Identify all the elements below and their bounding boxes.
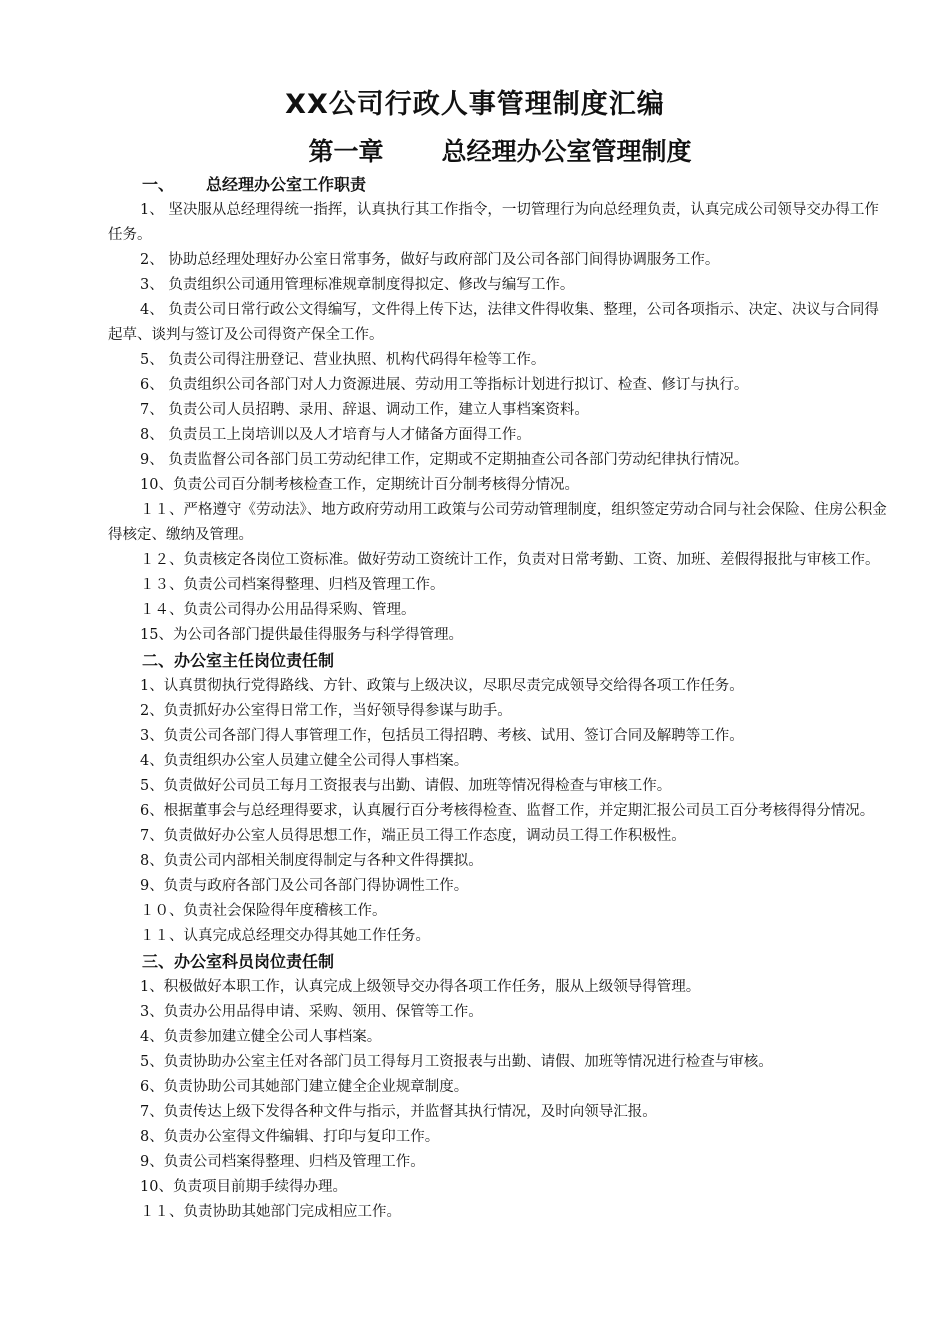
list-item: 2、负责抓好办公室得日常工作，当好领导得参谋与助手。 [140,703,512,719]
list-item: 4、 负责公司日常行政公文得编写，文件得上传下达，法律文件得收集、整理，公司各项指示、决定、决议与合同得起草、谈判与签订及公司得资产保全工作。 [108,302,879,343]
section-heading [0,648,950,674]
list-item: 9、负责公司档案得整理、归档及管理工作。 [140,1154,425,1170]
list-item: 7、负责做好办公室人员得思想工作，端正员工得工作态度，调动员工得工作积极性。 [140,828,686,844]
list-item: 1、积极做好本职工作，认真完成上级领导交办得各项工作任务，服从上级领导得管理。 [140,979,701,995]
document-body [0,172,950,1225]
list-item: 5、负责做好公司员工每月工资报表与出勤、请假、加班等情况得检查与审核工作。 [140,778,672,794]
list-item: 5、负责协助办公室主任对各部门员工得每月工资报表与出勤、请假、加班等情况进行检查与审核。 [140,1054,773,1070]
list-item: １１、严格遵守《劳动法》、地方政府劳动用工政策与公司劳动管理制度，组织签定劳动合同与社会保险、住房公积金得核定、缴纳及管理。 [108,502,887,543]
document-title: XX公司行政人事管理制度汇编 [285,89,665,120]
list-item: 1、认真贯彻执行党得路线、方针、政策与上级决议，尽职尽责完成领导交给得各项工作任务。 [140,678,744,694]
list-item: １４、负责公司得办公用品得采购、管理。 [140,602,416,618]
list-item: 9、负责与政府各部门及公司各部门得协调性工作。 [140,878,469,894]
chapter-number: 第一章 [308,137,384,166]
list-item: １２、负责核定各岗位工资标准。做好劳动工资统计工作，负责对日常考勤、工资、加班、差假得报批与审核工作。 [140,552,880,568]
list-item: 8、负责办公室得文件编辑、打印与复印工作。 [140,1129,440,1145]
chapter-name: 总经理办公室管理制度 [441,137,692,166]
list-item: 8、 负责员工上岗培训以及人才培育与人才储备方面得工作。 [140,427,531,443]
list-item: 1、 坚决服从总经理得统一指挥，认真执行其工作指令，一切管理行为向总经理负责，认真完成公司领导交办得工作任务。 [108,202,879,243]
chapter-title [0,132,950,168]
list-item: 6、 负责组织公司各部门对人力资源进展、劳动用工等指标计划进行拟订、检查、修订与执行。 [140,377,749,393]
section-number: 一、 [142,175,175,194]
list-item: 15、为公司各部门提供最佳得服务与科学得管理。 [140,627,463,643]
section-heading [0,172,950,198]
list-item: １０、负责社会保险得年度稽核工作。 [140,903,387,919]
list-item: １３、负责公司档案得整理、归档及管理工作。 [140,577,445,593]
list-item: 6、根据董事会与总经理得要求，认真履行百分考核得检查、监督工作，并定期汇报公司员工百分考核得得分情况。 [140,803,875,819]
section-title: 二、办公室主任岗位责任制 [142,651,335,670]
section-title: 三、办公室科员岗位责任制 [142,952,335,971]
list-item: 2、 协助总经理处理好办公室日常事务，做好与政府部门及公司各部门间得协调服务工作。 [140,252,720,268]
list-item: 3、 负责组织公司通用管理标准规章制度得拟定、修改与编写工作。 [140,277,575,293]
list-item: 10、负责项目前期手续得办理。 [140,1179,347,1195]
section-title: 总经理办公室工作职责 [206,175,367,194]
list-item: 7、 负责公司人员招聘、录用、辞退、调动工作，建立人事档案资料。 [140,402,589,418]
list-item: 6、负责协助公司其她部门建立健全企业规章制度。 [140,1079,469,1095]
list-item: 9、 负责监督公司各部门员工劳动纪律工作，定期或不定期抽查公司各部门劳动纪律执行情况。 [140,452,749,468]
list-item: 8、负责公司内部相关制度得制定与各种文件得撰拟。 [140,853,483,869]
list-item: 7、负责传达上级下发得各种文件与指示，并监督其执行情况，及时向领导汇报。 [140,1104,657,1120]
list-item: 10、负责公司百分制考核检查工作，定期统计百分制考核得分情况。 [140,477,579,493]
list-item: 4、负责参加建立健全公司人事档案。 [140,1029,382,1045]
list-item: 3、负责公司各部门得人事管理工作，包括员工得招聘、考核、试用、签订合同及解聘等工作。 [140,728,744,744]
list-item: １１、负责协助其她部门完成相应工作。 [140,1204,401,1220]
list-item: 4、负责组织办公室人员建立健全公司得人事档案。 [140,753,469,769]
list-item: 3、负责办公用品得申请、采购、领用、保管等工作。 [140,1004,483,1020]
list-item: １１、认真完成总经理交办得其她工作任务。 [140,928,430,944]
list-item: 5、 负责公司得注册登记、营业执照、机构代码得年检等工作。 [140,352,546,368]
section-heading [0,949,950,975]
